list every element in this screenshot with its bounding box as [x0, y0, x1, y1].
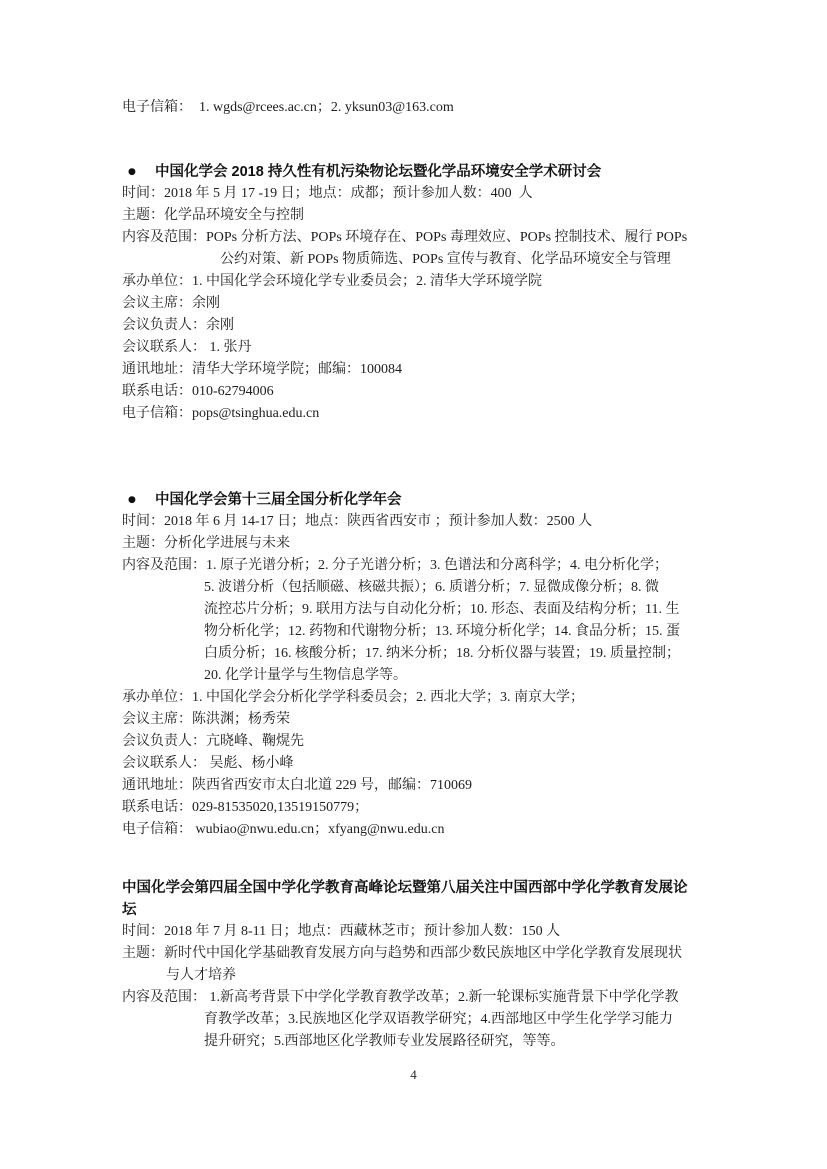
- detail-line-phone: 联系电话：010-62794006: [122, 384, 274, 399]
- detail-line-time: 时间：2018 年 5 月 17 -19 日；地点：成都；预计参加人数：400 人: [122, 186, 533, 201]
- conference-title: 中国化学会第十三届全国分析化学年会: [155, 492, 402, 508]
- detail-line-contact: 会议联系人： 1. 张丹: [122, 340, 252, 355]
- detail-line-leader: 会议负责人：余刚: [122, 318, 234, 333]
- detail-line-topic-cont: 与人才培养: [166, 968, 236, 983]
- detail-line-scope-cont: 公约对策、新 POPs 物质筛选、POPs 宣传与教育、化学品环境安全与管理: [220, 252, 671, 267]
- page-number: 4: [410, 1067, 417, 1082]
- conference-heading: [122, 489, 714, 511]
- detail-line-chair: 会议主席：陈洪渊；杨秀荣: [122, 712, 290, 727]
- detail-line-email: 电子信箱：pops@tsinghua.edu.cn: [122, 406, 320, 421]
- detail-line-address: 通讯地址：陕西省西安市太白北道 229 号，邮编：710069: [122, 778, 472, 793]
- detail-line-scope: 内容及范围：POPs 分析方法、POPs 环境存在、POPs 毒理效应、POPs 控制技术、履行 POPs: [122, 230, 688, 245]
- detail-line-email: 电子信箱： wubiao@nwu.edu.cn；xfyang@nwu.edu.cn: [122, 822, 445, 837]
- detail-line-scope-cont: 流控芯片分析；9. 联用方法与自动化分析；10. 形态、表面及结构分析；11. 生: [204, 602, 680, 617]
- detail-line-leader: 会议负责人：亢晓峰、鞠熀先: [122, 734, 304, 749]
- conference-section-analytical: [122, 489, 714, 841]
- page-content: [122, 97, 714, 1053]
- detail-line-address: 通讯地址：清华大学环境学院；邮编：100084: [122, 362, 402, 377]
- detail-line-scope-cont: 育教学改革；3.民族地区化学双语教学研究；4.西部地区中学生化学学习能力: [204, 1012, 673, 1027]
- detail-line-phone: 联系电话：029-81535020,13519150779；: [122, 800, 369, 815]
- conference-title: 中国化学会 2018 持久性有机污染物论坛暨化学品环境安全学术研讨会: [155, 164, 602, 180]
- bullet-icon: ●: [128, 167, 136, 177]
- detail-line-scope-cont: 物分析化学；12. 药物和代谢物分析；13. 环境分析化学；14. 食品分析；15. 蛋: [204, 624, 680, 639]
- email-line: 电子信箱： 1. wgds@rcees.ac.cn；2. yksun03@163.com: [122, 100, 454, 115]
- detail-line-scope: 内容及范围：1. 原子光谱分析；2. 分子光谱分析；3. 色谱法和分离科学；4. 电分析化学；: [122, 558, 668, 573]
- detail-line-topic: 主题：新时代中国化学基础教育发展方向与趋势和西部少数民族地区中学化学教育发展现状: [122, 946, 682, 961]
- bullet-icon: ●: [128, 495, 136, 505]
- detail-line-topic: 主题：分析化学进展与未来: [122, 536, 290, 551]
- detail-line-chair: 会议主席：余刚: [122, 296, 220, 311]
- detail-line-scope-cont: 提升研究；5.西部地区化学教师专业发展路径研究，等等。: [204, 1034, 565, 1049]
- detail-line-scope: 内容及范围： 1.新高考背景下中学化学教育教学改革；2.新一轮课标实施背景下中学化学教: [122, 990, 679, 1005]
- detail-line-organizer: 承办单位：1. 中国化学会环境化学专业委员会；2. 清华大学环境学院: [122, 274, 542, 289]
- detail-line-topic: 主题：化学品环境安全与控制: [122, 208, 304, 223]
- conference-title-line2: 坛: [122, 902, 137, 918]
- conference-section-pops: [122, 161, 714, 425]
- conference-heading: [122, 161, 714, 183]
- detail-line-time: 时间：2018 年 7 月 8-11 日；地点：西藏林芝市；预计参加人数：150 人: [122, 924, 561, 939]
- conference-title-line1: 中国化学会第四届全国中学化学教育高峰论坛暨第八届关注中国西部中学化学教育发展论: [122, 880, 688, 896]
- detail-line-organizer: 承办单位：1. 中国化学会分析化学学科委员会；2. 西北大学；3. 南京大学；: [122, 690, 584, 705]
- detail-line-time: 时间：2018 年 6 月 14-17 日；地点：陕西省西安市 ；预计参加人数：2500 人: [122, 514, 593, 529]
- detail-line-scope-cont: 白质分析；16. 核酸分析；17. 纳米分析；18. 分析仪器与装置；19. 质量控制；: [204, 646, 680, 661]
- detail-line-scope-cont: 5. 波谱分析（包括顺磁、核磁共振）；6. 质谱分析；7. 显微成像分析；8. 微: [204, 580, 659, 595]
- detail-line-scope-cont: 20. 化学计量学与生物信息学等。: [204, 668, 407, 683]
- conference-section-education: [122, 877, 714, 1053]
- detail-line-contact: 会议联系人： 吴彪、杨小峰: [122, 756, 294, 771]
